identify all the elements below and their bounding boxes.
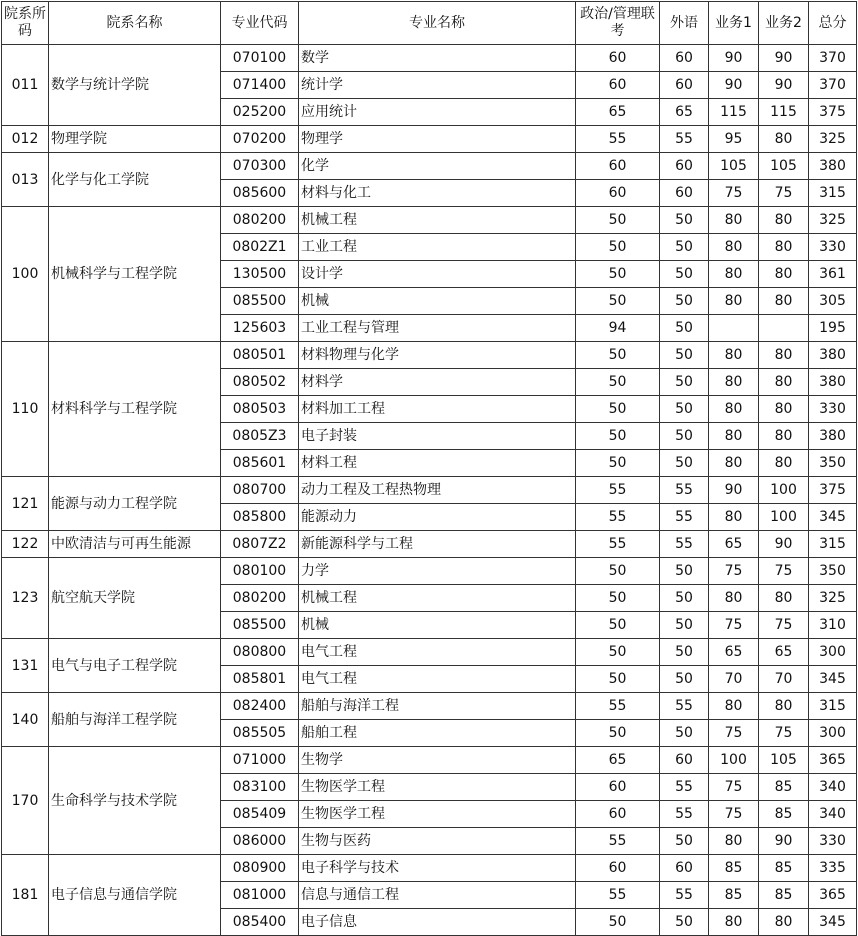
- politics-score-cell: 50: [576, 558, 660, 585]
- major-code-cell: 080200: [221, 585, 299, 612]
- total-score-cell: 380: [809, 153, 857, 180]
- subject1-score-cell: 80: [709, 396, 759, 423]
- table-row: [2, 855, 857, 882]
- major-name-cell: 电气工程: [299, 666, 576, 693]
- total-score-cell: 365: [809, 747, 857, 774]
- dept-name-cell: 化学与化工学院: [49, 153, 221, 207]
- politics-score-cell: 50: [576, 288, 660, 315]
- politics-score-cell: 50: [576, 450, 660, 477]
- major-code-cell: 070100: [221, 45, 299, 72]
- foreign-score-cell: 65: [660, 99, 709, 126]
- major-code-cell: 082400: [221, 693, 299, 720]
- foreign-score-cell: 50: [660, 342, 709, 369]
- foreign-score-cell: 55: [660, 801, 709, 828]
- major-name-cell: 机械: [299, 612, 576, 639]
- politics-score-cell: 50: [576, 720, 660, 747]
- table-row: [2, 45, 857, 72]
- major-name-cell: 材料与化工: [299, 180, 576, 207]
- politics-score-cell: 55: [576, 693, 660, 720]
- politics-score-cell: 50: [576, 261, 660, 288]
- major-name-cell: 船舶与海洋工程: [299, 693, 576, 720]
- subject1-score-cell: 75: [709, 774, 759, 801]
- total-score-cell: 325: [809, 207, 857, 234]
- total-score-cell: 370: [809, 72, 857, 99]
- foreign-score-cell: 50: [660, 558, 709, 585]
- dept-name-cell: 能源与动力工程学院: [49, 477, 221, 531]
- dept-code-cell: 122: [2, 531, 49, 558]
- foreign-score-cell: 60: [660, 45, 709, 72]
- total-score-cell: 380: [809, 342, 857, 369]
- subject1-score-cell: 80: [709, 504, 759, 531]
- foreign-score-cell: 55: [660, 882, 709, 909]
- subject1-score-cell: 80: [709, 207, 759, 234]
- subject1-score-cell: 80: [709, 693, 759, 720]
- foreign-score-cell: 60: [660, 72, 709, 99]
- politics-score-cell: 55: [576, 882, 660, 909]
- subject2-score-cell: 90: [759, 531, 809, 558]
- major-name-cell: 电子封装: [299, 423, 576, 450]
- major-code-cell: 080501: [221, 342, 299, 369]
- foreign-score-cell: 60: [660, 180, 709, 207]
- major-code-cell: 085500: [221, 612, 299, 639]
- politics-score-cell: 55: [576, 828, 660, 855]
- foreign-score-cell: 55: [660, 774, 709, 801]
- dept-name-cell: 电子信息与通信学院: [49, 855, 221, 936]
- subject1-score-cell: 75: [709, 720, 759, 747]
- major-code-cell: 080100: [221, 558, 299, 585]
- subject1-score-cell: 80: [709, 828, 759, 855]
- dept-code-cell: 013: [2, 153, 49, 207]
- major-code-cell: 130500: [221, 261, 299, 288]
- subject2-score-cell: 105: [759, 747, 809, 774]
- subject2-score-cell: 75: [759, 180, 809, 207]
- subject1-score-cell: 75: [709, 612, 759, 639]
- subject2-score-cell: 75: [759, 612, 809, 639]
- header-foreign: 外语: [660, 2, 709, 45]
- politics-score-cell: 60: [576, 774, 660, 801]
- table-row: [2, 558, 857, 585]
- subject2-score-cell: 80: [759, 396, 809, 423]
- subject2-score-cell: 100: [759, 504, 809, 531]
- table-row: [2, 126, 857, 153]
- major-code-cell: 085600: [221, 180, 299, 207]
- major-code-cell: 080200: [221, 207, 299, 234]
- major-code-cell: 085505: [221, 720, 299, 747]
- major-name-cell: 机械: [299, 288, 576, 315]
- total-score-cell: 315: [809, 180, 857, 207]
- foreign-score-cell: 50: [660, 261, 709, 288]
- foreign-score-cell: 50: [660, 666, 709, 693]
- table-row: [2, 747, 857, 774]
- header-subject1: 业务1: [709, 2, 759, 45]
- subject1-score-cell: 80: [709, 909, 759, 936]
- major-code-cell: 080700: [221, 477, 299, 504]
- table-row: [2, 153, 857, 180]
- politics-score-cell: 50: [576, 369, 660, 396]
- subject2-score-cell: 80: [759, 450, 809, 477]
- dept-code-cell: 123: [2, 558, 49, 639]
- politics-score-cell: 55: [576, 126, 660, 153]
- major-code-cell: 0807Z2: [221, 531, 299, 558]
- dept-name-cell: 船舶与海洋工程学院: [49, 693, 221, 747]
- subject2-score-cell: 75: [759, 720, 809, 747]
- total-score-cell: 195: [809, 315, 857, 342]
- subject1-score-cell: 85: [709, 855, 759, 882]
- politics-score-cell: 55: [576, 477, 660, 504]
- total-score-cell: 305: [809, 288, 857, 315]
- major-code-cell: 071000: [221, 747, 299, 774]
- politics-score-cell: 50: [576, 396, 660, 423]
- subject1-score-cell: 65: [709, 639, 759, 666]
- subject2-score-cell: 90: [759, 72, 809, 99]
- subject1-score-cell: 115: [709, 99, 759, 126]
- score-table: [1, 1, 857, 936]
- major-name-cell: 电气工程: [299, 639, 576, 666]
- table-row: [2, 639, 857, 666]
- foreign-score-cell: 50: [660, 369, 709, 396]
- major-code-cell: 085801: [221, 666, 299, 693]
- subject2-score-cell: 80: [759, 909, 809, 936]
- major-name-cell: 工业工程: [299, 234, 576, 261]
- major-name-cell: 材料工程: [299, 450, 576, 477]
- dept-name-cell: 材料科学与工程学院: [49, 342, 221, 477]
- total-score-cell: 365: [809, 882, 857, 909]
- foreign-score-cell: 50: [660, 639, 709, 666]
- subject1-score-cell: 80: [709, 342, 759, 369]
- politics-score-cell: 65: [576, 99, 660, 126]
- foreign-score-cell: 50: [660, 288, 709, 315]
- total-score-cell: 361: [809, 261, 857, 288]
- subject2-score-cell: 85: [759, 801, 809, 828]
- major-name-cell: 材料物理与化学: [299, 342, 576, 369]
- dept-name-cell: 机械科学与工程学院: [49, 207, 221, 342]
- foreign-score-cell: 50: [660, 909, 709, 936]
- foreign-score-cell: 50: [660, 828, 709, 855]
- politics-score-cell: 60: [576, 153, 660, 180]
- foreign-score-cell: 50: [660, 207, 709, 234]
- table-row: [2, 693, 857, 720]
- politics-score-cell: 50: [576, 207, 660, 234]
- dept-name-cell: 电气与电子工程学院: [49, 639, 221, 693]
- major-code-cell: 085601: [221, 450, 299, 477]
- major-name-cell: 物理学: [299, 126, 576, 153]
- subject1-score-cell: 65: [709, 531, 759, 558]
- table-row: [2, 207, 857, 234]
- major-code-cell: 025200: [221, 99, 299, 126]
- subject2-score-cell: [759, 315, 809, 342]
- subject2-score-cell: 80: [759, 207, 809, 234]
- politics-score-cell: 50: [576, 342, 660, 369]
- major-name-cell: 动力工程及工程热物理: [299, 477, 576, 504]
- header-total: 总分: [809, 2, 857, 45]
- subject2-score-cell: 80: [759, 342, 809, 369]
- subject1-score-cell: 80: [709, 288, 759, 315]
- major-name-cell: 生物医学工程: [299, 774, 576, 801]
- politics-score-cell: 50: [576, 909, 660, 936]
- dept-name-cell: 航空航天学院: [49, 558, 221, 639]
- total-score-cell: 330: [809, 828, 857, 855]
- total-score-cell: 330: [809, 396, 857, 423]
- foreign-score-cell: 60: [660, 747, 709, 774]
- dept-code-cell: 011: [2, 45, 49, 126]
- major-name-cell: 生物学: [299, 747, 576, 774]
- major-code-cell: 080503: [221, 396, 299, 423]
- foreign-score-cell: 60: [660, 153, 709, 180]
- foreign-score-cell: 50: [660, 423, 709, 450]
- header-major-code: 专业代码: [221, 2, 299, 45]
- major-code-cell: 080502: [221, 369, 299, 396]
- subject2-score-cell: 100: [759, 477, 809, 504]
- foreign-score-cell: 50: [660, 315, 709, 342]
- foreign-score-cell: 50: [660, 585, 709, 612]
- total-score-cell: 325: [809, 585, 857, 612]
- table-row: [2, 531, 857, 558]
- subject2-score-cell: 80: [759, 369, 809, 396]
- foreign-score-cell: 55: [660, 693, 709, 720]
- politics-score-cell: 65: [576, 747, 660, 774]
- table-row: [2, 477, 857, 504]
- major-code-cell: 083100: [221, 774, 299, 801]
- major-code-cell: 085800: [221, 504, 299, 531]
- subject1-score-cell: [709, 315, 759, 342]
- total-score-cell: 325: [809, 126, 857, 153]
- major-name-cell: 生物医学工程: [299, 801, 576, 828]
- major-name-cell: 机械工程: [299, 207, 576, 234]
- subject2-score-cell: 75: [759, 558, 809, 585]
- total-score-cell: 375: [809, 99, 857, 126]
- major-name-cell: 材料学: [299, 369, 576, 396]
- dept-code-cell: 121: [2, 477, 49, 531]
- major-code-cell: 085500: [221, 288, 299, 315]
- header-dept-name: 院系名称: [49, 2, 221, 45]
- total-score-cell: 350: [809, 450, 857, 477]
- major-code-cell: 070300: [221, 153, 299, 180]
- subject2-score-cell: 85: [759, 882, 809, 909]
- major-name-cell: 数学: [299, 45, 576, 72]
- major-code-cell: 085400: [221, 909, 299, 936]
- header-major-name: 专业名称: [299, 2, 576, 45]
- subject1-score-cell: 90: [709, 72, 759, 99]
- politics-score-cell: 60: [576, 855, 660, 882]
- subject1-score-cell: 105: [709, 153, 759, 180]
- dept-code-cell: 170: [2, 747, 49, 855]
- total-score-cell: 310: [809, 612, 857, 639]
- dept-code-cell: 100: [2, 207, 49, 342]
- subject2-score-cell: 65: [759, 639, 809, 666]
- politics-score-cell: 55: [576, 531, 660, 558]
- subject2-score-cell: 80: [759, 261, 809, 288]
- foreign-score-cell: 55: [660, 504, 709, 531]
- major-name-cell: 船舶工程: [299, 720, 576, 747]
- header-politics: 政治/管理联考: [576, 2, 660, 45]
- foreign-score-cell: 50: [660, 234, 709, 261]
- politics-score-cell: 60: [576, 45, 660, 72]
- dept-code-cell: 131: [2, 639, 49, 693]
- major-name-cell: 机械工程: [299, 585, 576, 612]
- foreign-score-cell: 50: [660, 450, 709, 477]
- foreign-score-cell: 50: [660, 720, 709, 747]
- foreign-score-cell: 55: [660, 477, 709, 504]
- subject2-score-cell: 105: [759, 153, 809, 180]
- major-name-cell: 化学: [299, 153, 576, 180]
- politics-score-cell: 60: [576, 801, 660, 828]
- politics-score-cell: 50: [576, 666, 660, 693]
- subject2-score-cell: 80: [759, 423, 809, 450]
- subject1-score-cell: 95: [709, 126, 759, 153]
- major-code-cell: 071400: [221, 72, 299, 99]
- major-code-cell: 081000: [221, 882, 299, 909]
- politics-score-cell: 60: [576, 180, 660, 207]
- subject1-score-cell: 100: [709, 747, 759, 774]
- total-score-cell: 345: [809, 504, 857, 531]
- foreign-score-cell: 50: [660, 396, 709, 423]
- subject1-score-cell: 80: [709, 450, 759, 477]
- major-name-cell: 能源动力: [299, 504, 576, 531]
- foreign-score-cell: 60: [660, 855, 709, 882]
- subject2-score-cell: 85: [759, 774, 809, 801]
- major-code-cell: 080900: [221, 855, 299, 882]
- subject2-score-cell: 80: [759, 126, 809, 153]
- dept-code-cell: 181: [2, 855, 49, 936]
- politics-score-cell: 50: [576, 612, 660, 639]
- subject1-score-cell: 85: [709, 882, 759, 909]
- major-name-cell: 生物与医药: [299, 828, 576, 855]
- subject1-score-cell: 80: [709, 234, 759, 261]
- major-name-cell: 信息与通信工程: [299, 882, 576, 909]
- dept-code-cell: 140: [2, 693, 49, 747]
- major-name-cell: 设计学: [299, 261, 576, 288]
- total-score-cell: 335: [809, 855, 857, 882]
- total-score-cell: 330: [809, 234, 857, 261]
- total-score-cell: 350: [809, 558, 857, 585]
- politics-score-cell: 55: [576, 504, 660, 531]
- dept-name-cell: 生命科学与技术学院: [49, 747, 221, 855]
- header-subject2: 业务2: [759, 2, 809, 45]
- dept-name-cell: 数学与统计学院: [49, 45, 221, 126]
- major-name-cell: 材料加工工程: [299, 396, 576, 423]
- subject2-score-cell: 115: [759, 99, 809, 126]
- foreign-score-cell: 50: [660, 612, 709, 639]
- politics-score-cell: 60: [576, 72, 660, 99]
- major-code-cell: 0802Z1: [221, 234, 299, 261]
- total-score-cell: 300: [809, 639, 857, 666]
- total-score-cell: 315: [809, 531, 857, 558]
- total-score-cell: 380: [809, 423, 857, 450]
- subject1-score-cell: 70: [709, 666, 759, 693]
- major-name-cell: 新能源科学与工程: [299, 531, 576, 558]
- major-code-cell: 0805Z3: [221, 423, 299, 450]
- major-name-cell: 电子科学与技术: [299, 855, 576, 882]
- table-row: [2, 342, 857, 369]
- total-score-cell: 345: [809, 909, 857, 936]
- major-name-cell: 工业工程与管理: [299, 315, 576, 342]
- header-row: [2, 2, 857, 45]
- subject1-score-cell: 80: [709, 369, 759, 396]
- subject2-score-cell: 70: [759, 666, 809, 693]
- total-score-cell: 370: [809, 45, 857, 72]
- total-score-cell: 345: [809, 666, 857, 693]
- politics-score-cell: 94: [576, 315, 660, 342]
- table-body: [2, 45, 857, 936]
- subject1-score-cell: 75: [709, 558, 759, 585]
- politics-score-cell: 50: [576, 423, 660, 450]
- subject1-score-cell: 90: [709, 477, 759, 504]
- total-score-cell: 340: [809, 774, 857, 801]
- total-score-cell: 300: [809, 720, 857, 747]
- dept-code-cell: 110: [2, 342, 49, 477]
- major-code-cell: 070200: [221, 126, 299, 153]
- subject2-score-cell: 85: [759, 855, 809, 882]
- subject2-score-cell: 90: [759, 45, 809, 72]
- foreign-score-cell: 55: [660, 126, 709, 153]
- politics-score-cell: 50: [576, 234, 660, 261]
- subject2-score-cell: 80: [759, 585, 809, 612]
- header-dept-code: 院系所码: [2, 2, 49, 45]
- dept-code-cell: 012: [2, 126, 49, 153]
- subject1-score-cell: 80: [709, 423, 759, 450]
- major-name-cell: 统计学: [299, 72, 576, 99]
- total-score-cell: 375: [809, 477, 857, 504]
- subject2-score-cell: 80: [759, 288, 809, 315]
- politics-score-cell: 50: [576, 585, 660, 612]
- major-name-cell: 电子信息: [299, 909, 576, 936]
- dept-name-cell: 中欧清洁与可再生能源: [49, 531, 221, 558]
- subject1-score-cell: 90: [709, 45, 759, 72]
- major-code-cell: 125603: [221, 315, 299, 342]
- total-score-cell: 340: [809, 801, 857, 828]
- subject1-score-cell: 80: [709, 261, 759, 288]
- subject2-score-cell: 90: [759, 828, 809, 855]
- subject1-score-cell: 75: [709, 180, 759, 207]
- foreign-score-cell: 55: [660, 531, 709, 558]
- subject2-score-cell: 80: [759, 693, 809, 720]
- dept-name-cell: 物理学院: [49, 126, 221, 153]
- subject1-score-cell: 75: [709, 801, 759, 828]
- major-code-cell: 086000: [221, 828, 299, 855]
- major-code-cell: 080800: [221, 639, 299, 666]
- major-name-cell: 应用统计: [299, 99, 576, 126]
- major-name-cell: 力学: [299, 558, 576, 585]
- major-code-cell: 085409: [221, 801, 299, 828]
- subject2-score-cell: 80: [759, 234, 809, 261]
- politics-score-cell: 50: [576, 639, 660, 666]
- total-score-cell: 380: [809, 369, 857, 396]
- subject1-score-cell: 80: [709, 585, 759, 612]
- total-score-cell: 315: [809, 693, 857, 720]
